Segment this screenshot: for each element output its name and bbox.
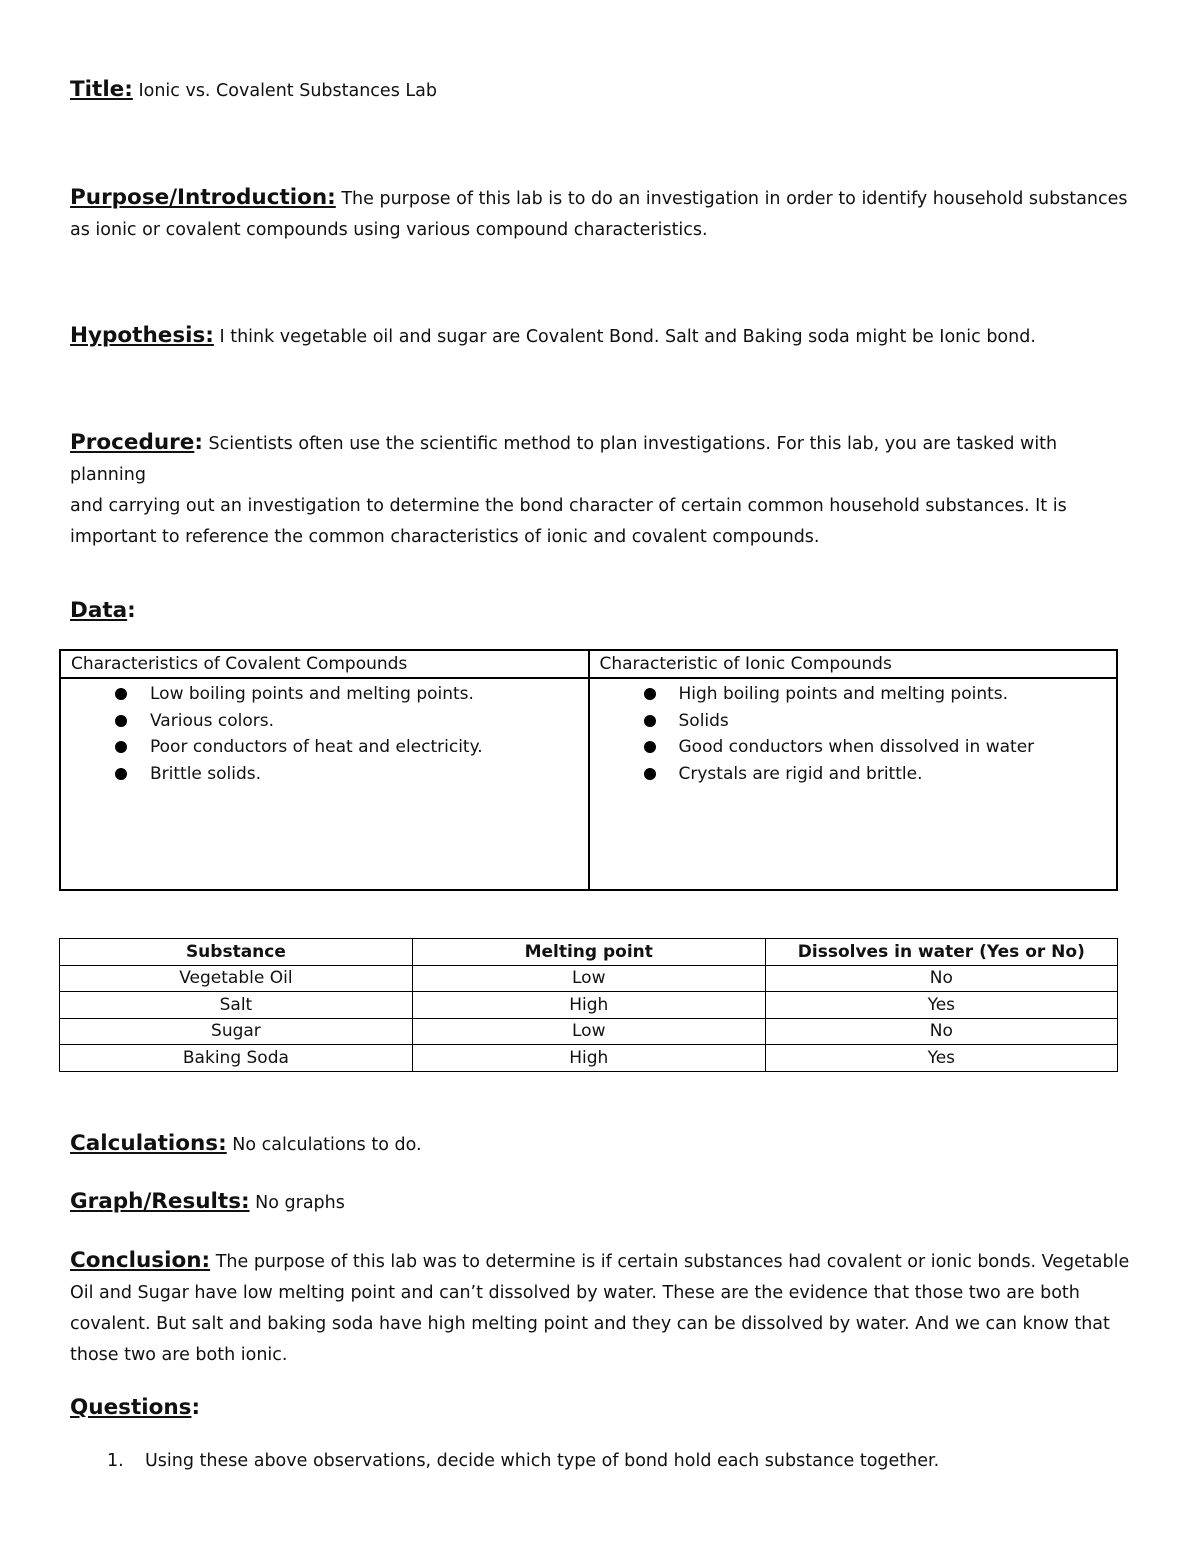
purpose-section xyxy=(70,182,1130,246)
list-item-text: Various colors. xyxy=(150,710,274,731)
bullet-icon xyxy=(115,768,127,780)
table-cell: High xyxy=(412,1045,765,1072)
table-row xyxy=(60,1045,1118,1072)
list-item-text: Poor conductors of heat and electricity. xyxy=(150,737,483,757)
table-row xyxy=(60,678,1117,890)
list-item-text: Crystals are rigid and brittle. xyxy=(678,763,923,784)
list-item-text: High boiling points and melting points. xyxy=(678,684,1009,704)
conclusion-heading: Conclusion: xyxy=(70,1248,211,1273)
calculations-heading: Calculations: xyxy=(70,1131,227,1156)
procedure-line-2: and carrying out an investigation to determine the bond character of certain common household substances. It is xyxy=(70,496,1067,516)
list-item xyxy=(113,734,588,761)
covalent-characteristics-cell xyxy=(60,678,589,890)
substance-table xyxy=(59,938,1118,1072)
data-heading: Data xyxy=(70,598,128,623)
list-item xyxy=(70,1446,1130,1477)
covalent-header: Characteristics of Covalent Compounds xyxy=(60,650,589,678)
procedure-heading: Procedure xyxy=(70,430,195,455)
table-cell: Salt xyxy=(60,992,413,1019)
table-header-row xyxy=(60,650,1117,678)
ionic-list xyxy=(642,681,1117,787)
list-item-text: Solids xyxy=(678,710,729,731)
list-item xyxy=(113,708,588,735)
procedure-line-1: Scientists often use the scientific method to plan investigations. For this lab, you are tasked with planning xyxy=(70,434,1058,485)
purpose-line-2: as ionic or covalent compounds using various compound characteristics. xyxy=(70,220,708,240)
procedure-line-3: important to reference the common characteristics of ionic and covalent compounds. xyxy=(70,527,820,547)
melting-point-column-header: Melting point xyxy=(412,939,765,966)
data-colon: : xyxy=(127,598,136,623)
hypothesis-text: I think vegetable oil and sugar are Covalent Bond. Salt and Baking soda might be Ionic bond. xyxy=(219,327,1036,347)
bullet-icon xyxy=(644,768,656,780)
bullet-icon xyxy=(115,741,127,753)
table-cell: Low xyxy=(412,1018,765,1045)
table-cell: No xyxy=(765,965,1117,992)
ionic-characteristics-cell xyxy=(589,678,1118,890)
conclusion-line-1: The purpose of this lab was to determine is if certain substances had covalent or ionic bonds. Vegetable xyxy=(215,1252,1130,1272)
table-header-row xyxy=(60,939,1118,966)
purpose-line-1: The purpose of this lab is to do an investigation in order to identify household substances xyxy=(341,189,1128,209)
table-cell: Yes xyxy=(765,992,1117,1019)
calculations-text: No calculations to do. xyxy=(232,1135,422,1155)
table-cell: Yes xyxy=(765,1045,1117,1072)
graph-section xyxy=(70,1186,1130,1219)
question-number: 1. xyxy=(107,1451,124,1471)
purpose-heading: Purpose/Introduction: xyxy=(70,185,336,210)
data-section xyxy=(70,595,1130,628)
title-section xyxy=(70,74,1130,107)
conclusion-line-4: those two are both ionic. xyxy=(70,1345,288,1365)
graph-heading: Graph/Results: xyxy=(70,1189,250,1214)
characteristics-table xyxy=(59,649,1118,891)
dissolves-column-header: Dissolves in water (Yes or No) xyxy=(765,939,1117,966)
list-item-text: Brittle solids. xyxy=(150,763,262,784)
table-row xyxy=(60,992,1118,1019)
bullet-icon xyxy=(644,741,656,753)
title-heading: Title: xyxy=(70,77,133,102)
list-item-text: Low boiling points and melting points. xyxy=(150,684,474,704)
table-cell: Low xyxy=(412,965,765,992)
questions-heading: Questions xyxy=(70,1395,192,1420)
table-cell: Baking Soda xyxy=(60,1045,413,1072)
table-row xyxy=(60,1018,1118,1045)
list-item xyxy=(113,681,588,708)
conclusion-line-2: Oil and Sugar have low melting point and can’t dissolved by water. These are the evidence that those two are both xyxy=(70,1283,1080,1303)
hypothesis-section xyxy=(70,320,1130,353)
questions-colon: : xyxy=(191,1395,201,1420)
procedure-colon: : xyxy=(194,430,203,455)
covalent-list xyxy=(113,681,588,787)
table-cell: Sugar xyxy=(60,1018,413,1045)
question-text: Using these above observations, decide which type of bond hold each substance together. xyxy=(145,1451,940,1471)
procedure-section xyxy=(70,427,1130,553)
list-item xyxy=(642,761,1117,788)
list-item-text: Good conductors when dissolved in water xyxy=(678,737,1035,757)
table-cell: Vegetable Oil xyxy=(60,965,413,992)
list-item xyxy=(113,761,588,788)
list-item xyxy=(642,734,1117,761)
hypothesis-heading: Hypothesis: xyxy=(70,323,214,348)
questions-section xyxy=(70,1392,1130,1425)
bullet-icon xyxy=(115,688,127,700)
graph-text: No graphs xyxy=(255,1193,345,1213)
questions-list xyxy=(70,1446,1130,1477)
list-item xyxy=(642,708,1117,735)
bullet-icon xyxy=(644,688,656,700)
bullet-icon xyxy=(115,715,127,727)
table-cell: High xyxy=(412,992,765,1019)
table-row xyxy=(60,965,1118,992)
bullet-icon xyxy=(644,715,656,727)
conclusion-section xyxy=(70,1245,1130,1371)
conclusion-line-3: covalent. But salt and baking soda have high melting point and they can be dissolved by water. And we can know that xyxy=(70,1314,1110,1334)
title-text: Ionic vs. Covalent Substances Lab xyxy=(138,81,437,101)
substance-column-header: Substance xyxy=(60,939,413,966)
list-item xyxy=(642,681,1117,708)
ionic-header: Characteristic of Ionic Compounds xyxy=(589,650,1118,678)
calculations-section xyxy=(70,1128,1130,1161)
table-cell: No xyxy=(765,1018,1117,1045)
